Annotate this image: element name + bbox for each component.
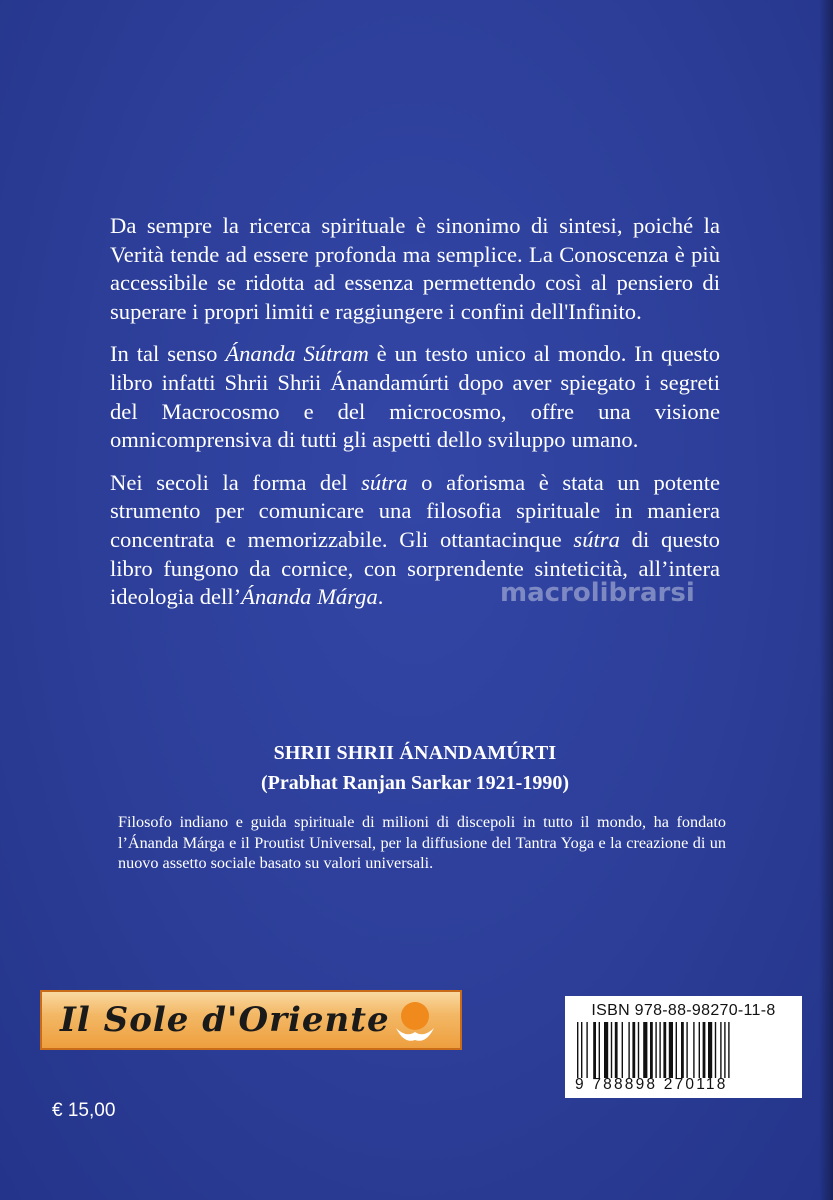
blurb-text-span: è un testo unico al mondo. In questo libro infatti Shrii Shrii Ánandamúrti dopo aver spiegato i segreti del Macrocosmo e del microcosmo, offre una visione omnicomprensiva di tutti gli aspetti dello sviluppo umano. bbox=[110, 341, 720, 453]
barcode-box bbox=[565, 996, 802, 1098]
edge-shadow bbox=[819, 0, 833, 1200]
isbn-label: ISBN 978-88-98270-11-8 bbox=[591, 1002, 776, 1019]
barcode-icon bbox=[573, 1022, 794, 1078]
author-years: (Prabhat Ranjan Sarkar 1921-1990) bbox=[261, 772, 569, 794]
watermark: macrolibrarsi bbox=[500, 578, 695, 608]
book-title-italic: Ánanda Sútram bbox=[225, 341, 369, 367]
blurb-text-span: In tal senso bbox=[110, 341, 226, 367]
blurb-text-span: di questo libro fungono da cornice, con sorprendente sinteticità, all’intera ideologia dell’ bbox=[110, 526, 720, 610]
blurb-paragraph-1: Da sempre la ricerca spirituale è sinonimo di sintesi, poiché la Verità tende ad essere profonda ma semplice. La Conoscenza è più accessibile se ridotta ad essenza permettendo così al pensiero di superare i propri limiti e raggiungere i confini dell'Infinito. bbox=[110, 213, 720, 324]
sutra-italic: sútra bbox=[361, 469, 408, 495]
publisher-logo bbox=[40, 990, 462, 1050]
author-bio: Filosofo indiano e guida spirituale di milioni di discepoli in tutto il mondo, ha fondato l’Ánanda Márga e il Proutist Universal, per la diffusione del Tantra Yoga e la creazione di un nuovo assetto sociale basato su valori universali. bbox=[118, 813, 726, 872]
blurb-text bbox=[110, 212, 720, 626]
blurb-text-span: . bbox=[377, 584, 384, 610]
author-block bbox=[110, 738, 720, 798]
sun-hands-icon bbox=[392, 998, 438, 1044]
blurb-text-span: Nei secoli la forma del bbox=[110, 469, 362, 495]
ananda-marga-italic: Ánanda Márga bbox=[241, 584, 378, 610]
publisher-name: Il Sole d'Oriente bbox=[60, 1000, 390, 1040]
blurb-text-span: o aforisma è stata un potente strumento per comunicare una filosofia spirituale in maniera concentrata e memorizzabile. Gli ottantacinque bbox=[110, 469, 720, 552]
sutra-italic: sútra bbox=[573, 526, 620, 552]
author-name: SHRII SHRII ÁNANDAMÚRTI bbox=[273, 742, 557, 764]
blurb-paragraph-2 bbox=[110, 340, 720, 454]
price: € 15,00 bbox=[52, 1100, 116, 1121]
barcode-digits: 9 788898 270118 bbox=[575, 1076, 728, 1093]
